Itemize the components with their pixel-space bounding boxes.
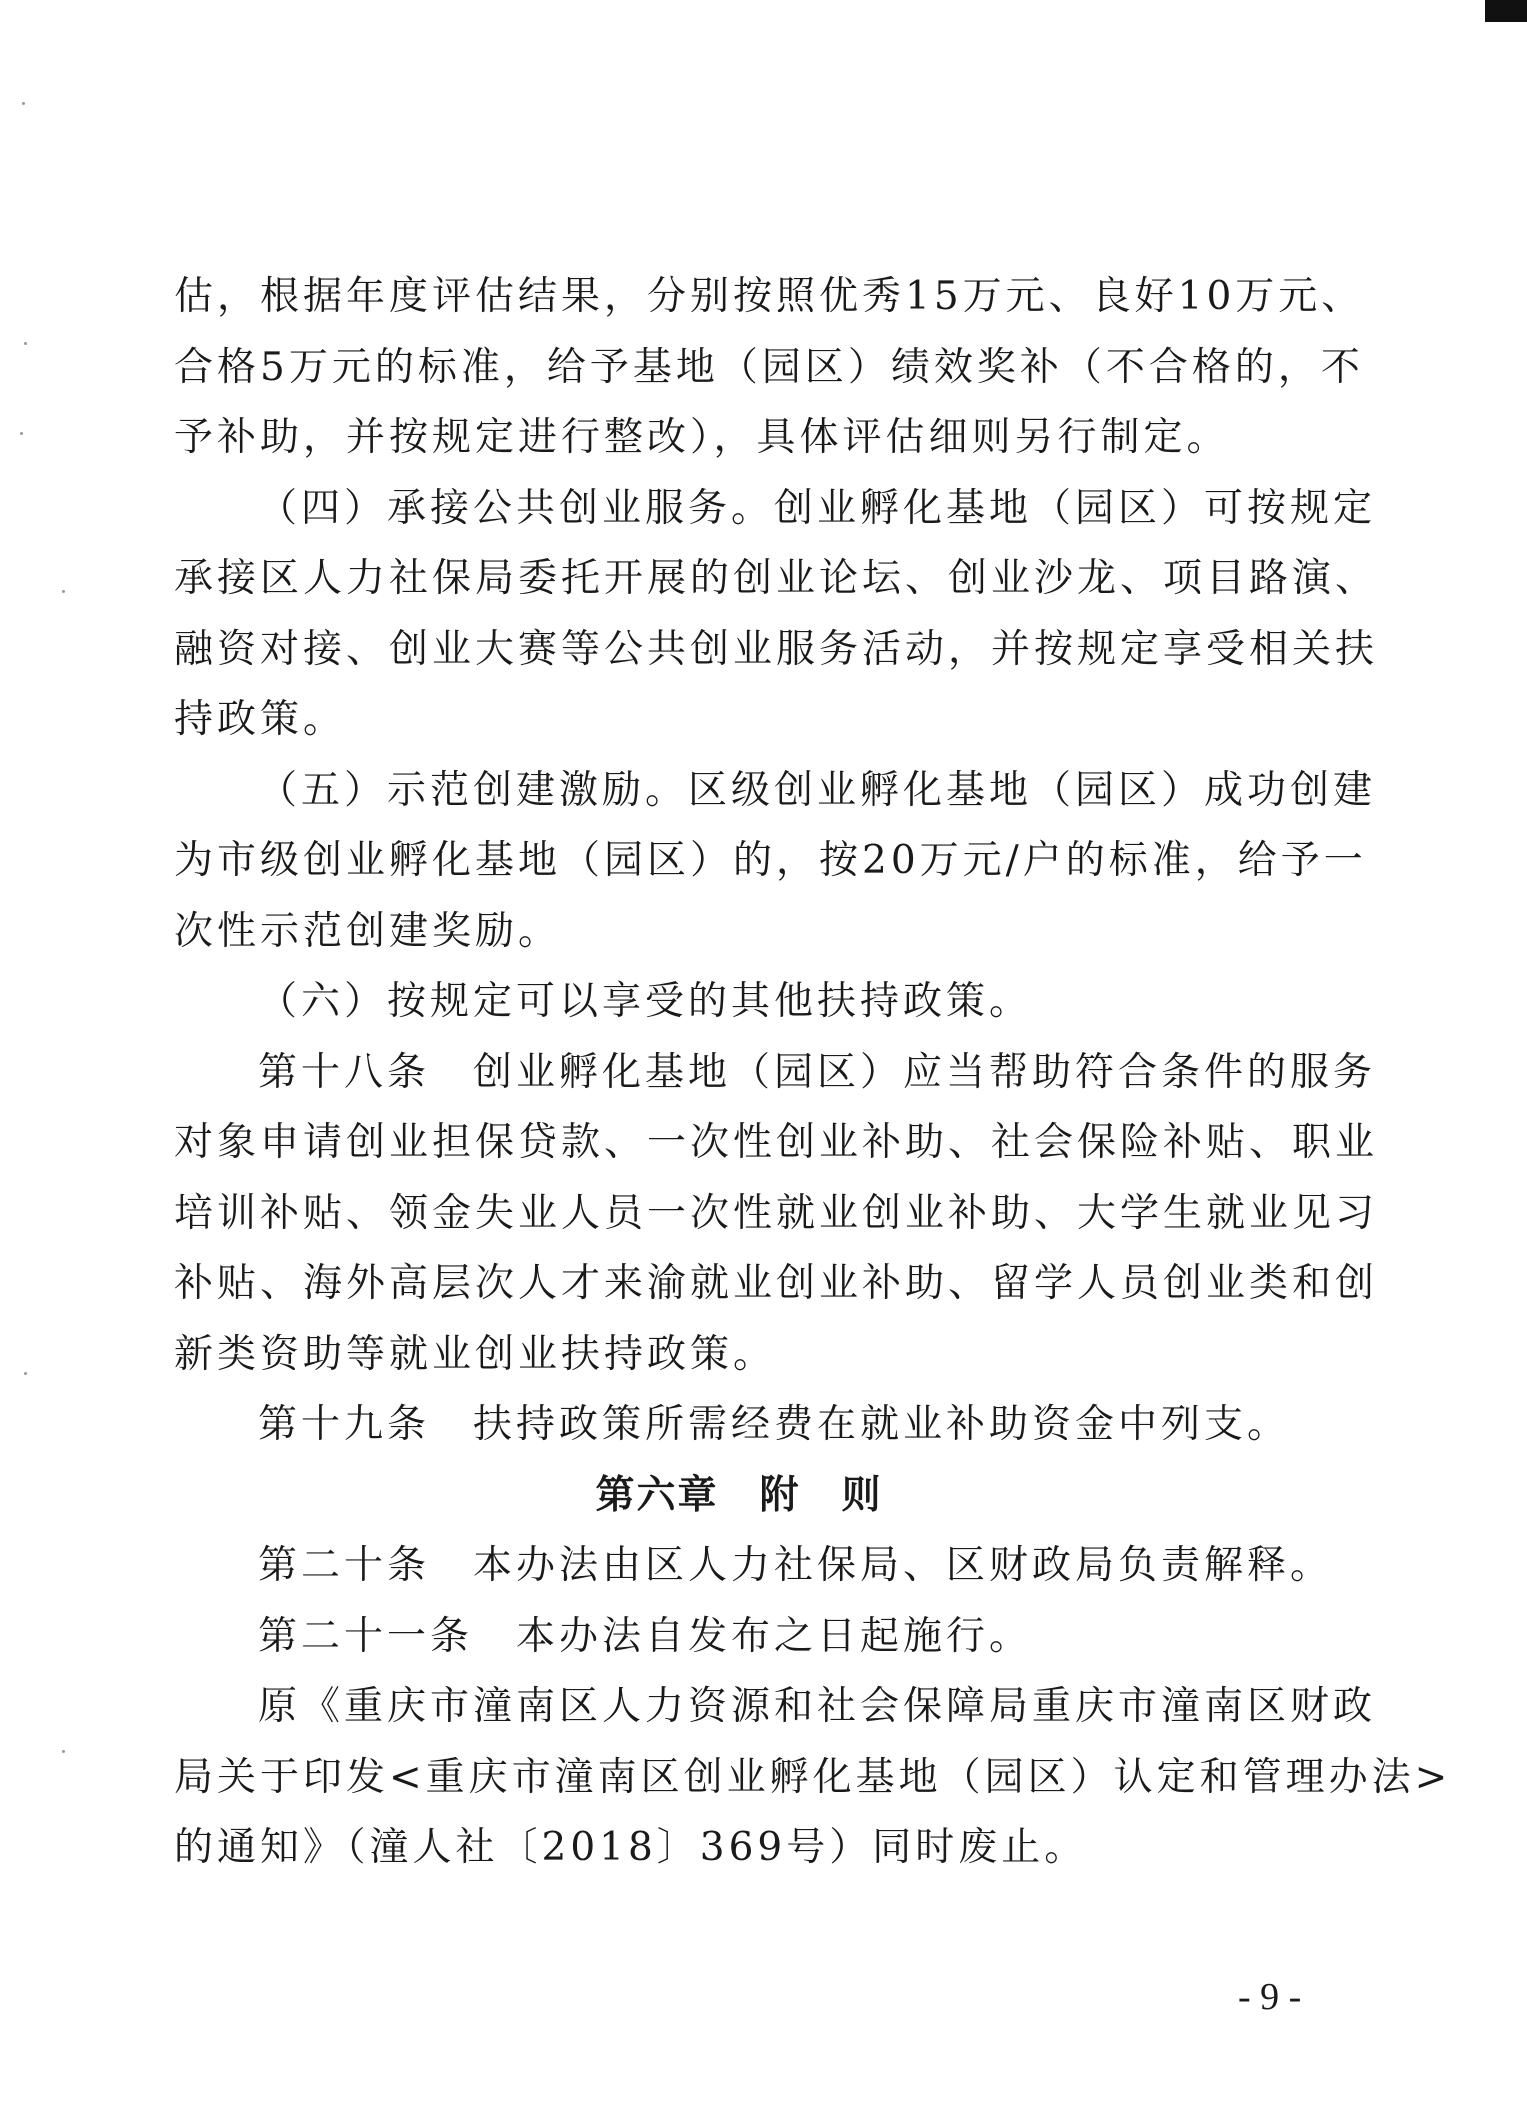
paragraph-line: 合格5万元的标准，给予基地（园区）绩效奖补（不合格的，不 [174, 344, 1364, 390]
paragraph-line: （四）承接公共创业服务。创业孵化基地（园区）可按规定 [258, 485, 1377, 531]
scan-speck [24, 1372, 27, 1375]
chapter-heading: 第六章 附 则 [595, 1472, 883, 1518]
paragraph-line: 新类资助等就业创业扶持政策。 [174, 1331, 777, 1377]
document-body [174, 262, 1452, 1884]
paragraph-line: （六）按规定可以享受的其他扶持政策。 [258, 979, 1033, 1024]
article-19-line: 第十九条 扶持政策所需经费在就业补助资金中列支。 [258, 1402, 1291, 1447]
paragraph-line: 融资对接、创业大赛等公共创业服务活动，并按规定享受相关扶 [174, 626, 1379, 672]
paragraph-line: 承接区人力社保局委托开展的创业论坛、创业沙龙、项目路演、 [174, 556, 1379, 601]
paragraph-line: 次性示范创建奖励。 [174, 908, 562, 954]
scan-speck [24, 342, 27, 345]
scan-corner-mark [1485, 0, 1527, 22]
scan-speck [20, 432, 23, 435]
paragraph-line: 培训补贴、领金失业人员一次性就业创业补助、大学生就业见习 [174, 1190, 1379, 1236]
paragraph-line: 予补助，并按规定进行整改），具体评估细则另行制定。 [174, 415, 1230, 460]
paragraph-line: 补贴、海外高层次人才来渝就业创业补助、留学人员创业类和创 [174, 1261, 1379, 1306]
paragraph-line: 对象申请创业担保贷款、一次性创业补助、社会保险补贴、职业 [174, 1120, 1379, 1165]
page-number: - 9 - [1238, 1976, 1302, 2018]
paragraph-line: 持政策。 [174, 697, 347, 742]
scan-speck [62, 590, 65, 593]
paragraph-line: 局关于印发<重庆市潼南区创业孵化基地（园区）认定和管理办法> [174, 1754, 1452, 1800]
scan-speck [62, 1750, 65, 1753]
paragraph-line: 为市级创业孵化基地（园区）的，按20万元/户的标准，给予一 [174, 838, 1367, 883]
paragraph-line: 估，根据年度评估结果，分别按照优秀15万元、良好10万元、 [174, 274, 1365, 319]
article-21-line: 第二十一条 本办法自发布之日起施行。 [258, 1613, 1033, 1659]
article-20-line: 第二十条 本办法由区人力社保局、区财政局负责解释。 [258, 1543, 1334, 1588]
article-18-line: 第十八条 创业孵化基地（园区）应当帮助符合条件的服务 [258, 1049, 1377, 1095]
scan-speck [22, 102, 25, 105]
paragraph-line: 的通知》（潼人社〔2018〕369号）同时废止。 [174, 1825, 1088, 1870]
paragraph-line: （五）示范创建激励。区级创业孵化基地（园区）成功创建 [258, 767, 1377, 813]
paragraph-line: 原《重庆市潼南区人力资源和社会保障局重庆市潼南区财政 [258, 1684, 1377, 1729]
